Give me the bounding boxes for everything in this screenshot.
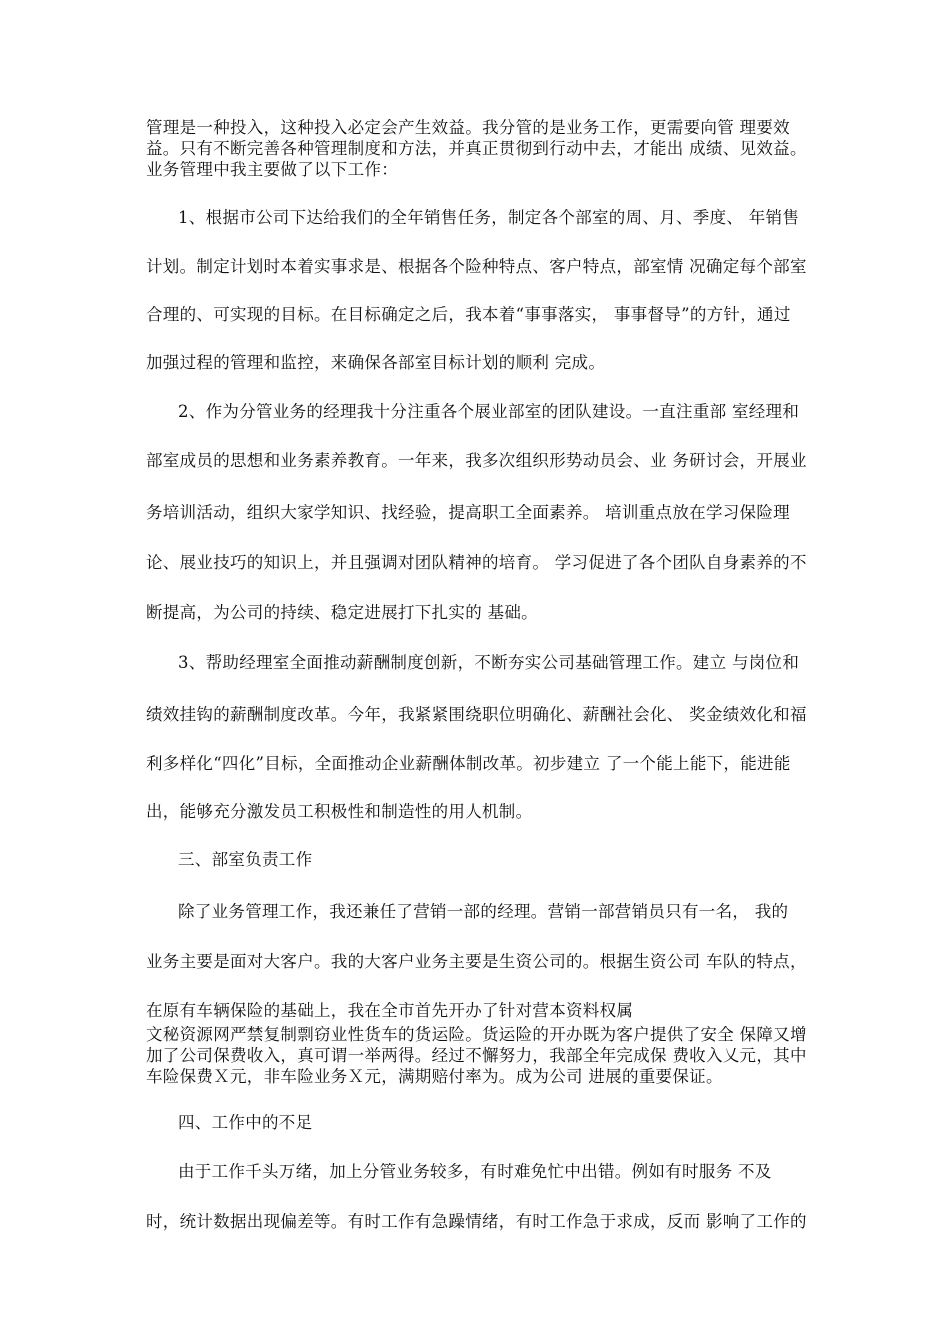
text-line: 除了业务管理工作，我还兼任了营销一部的经理。营销一部营销员只有一名， 我的 xyxy=(178,902,789,921)
text-line: 由于工作千头万绪，加上分管业务较多，有时难免忙中出错。例如有时服务 不及 xyxy=(178,1162,772,1181)
text-line: 益。只有不断完善各种管理制度和方法，并真正贯彻到行动中去，才能出 成绩、见效益。 xyxy=(146,139,807,158)
text-line: 务培训活动，组织大家学知识、找经验，提高职工全面素养。 培训重点放在学习保险理 xyxy=(146,503,790,522)
section-heading-3: 三、部室负责工作 xyxy=(178,850,313,869)
text-line: 合理的、可实现的目标。在目标确定之后，我本着“事事落实， 事事督导”的方针，通过 xyxy=(146,305,791,324)
text-line: 出，能够充分激发员工积极性和制造性的用人机制。 xyxy=(146,802,533,821)
section-heading-4: 四、工作中的不足 xyxy=(178,1113,313,1132)
text-line: 利多样化“四化”目标，全面推动企业薪酬体制改革。初步建立 了一个能上能下，能进能 xyxy=(146,754,791,773)
text-line: 2、作为分管业务的经理我十分注重各个展业部室的团队建设。一直注重部 室经理和 xyxy=(178,402,800,421)
text-line: 在原有车辆保险的基础上，我在全市首先开办了针对营本资料权属 xyxy=(146,1001,634,1020)
text-line: 断提高，为公司的持续、稳定进展打下扎实的 基础。 xyxy=(146,603,538,622)
text-line: 管理是一种投入，这种投入必定会产生效益。我分管的是业务工作，更需要向管 理要效 xyxy=(146,118,790,137)
text-line: 绩效挂钩的薪酬制度改革。今年，我紧紧围绕职位明确化、薪酬社会化、 奖金绩效化和福 xyxy=(146,705,807,724)
text-line: 部室成员的思想和业务素养教育。一年来，我多次组织形势动员会、业 务研讨会，开展业 xyxy=(146,451,807,470)
text-line: 计划。制定计划时本着实事求是、根据各个险种特点、客户特点，部室情 况确定每个部室 xyxy=(146,257,807,276)
text-line: 业务主要是面对大客户。我的大客户业务主要是生资公司的。根据生资公司 车队的特点， xyxy=(146,952,807,971)
text-line: 车险保费Ｘ元，非车险业务Ｘ元，满期赔付率为。成为公司 进展的重要保证。 xyxy=(146,1067,723,1086)
text-line: 加了公司保费收入，真可谓一举两得。经过不懈努力，我部全年完成保 费收入乂元，其中 xyxy=(146,1046,807,1065)
text-line: 业务管理中我主要做了以下工作： xyxy=(146,160,398,179)
text-line: 加强过程的管理和监控，来确保各部室目标计划的顺利 完成。 xyxy=(146,353,606,372)
text-line: 时，统计数据出现偏差等。有时工作有急躁情绪，有时工作急于求成，反而 影响了工作的 xyxy=(146,1212,807,1231)
text-line: 论、展业技巧的知识上，并且强调对团队精神的培育。 学习促进了各个团队自身素养的不 xyxy=(146,553,807,572)
text-line: 3、帮助经理室全面推动薪酬制度创新，不断夯实公司基础管理工作。建立 与岗位和 xyxy=(178,653,800,672)
text-line: 1、根据市公司下达给我们的全年销售任务，制定各个部室的周、月、季度、 年销售 xyxy=(178,208,800,227)
text-line: 文秘资源网严禁复制剽窃业性货车的货运险。货运险的开办既为客户提供了安全 保障又增 xyxy=(146,1025,807,1044)
